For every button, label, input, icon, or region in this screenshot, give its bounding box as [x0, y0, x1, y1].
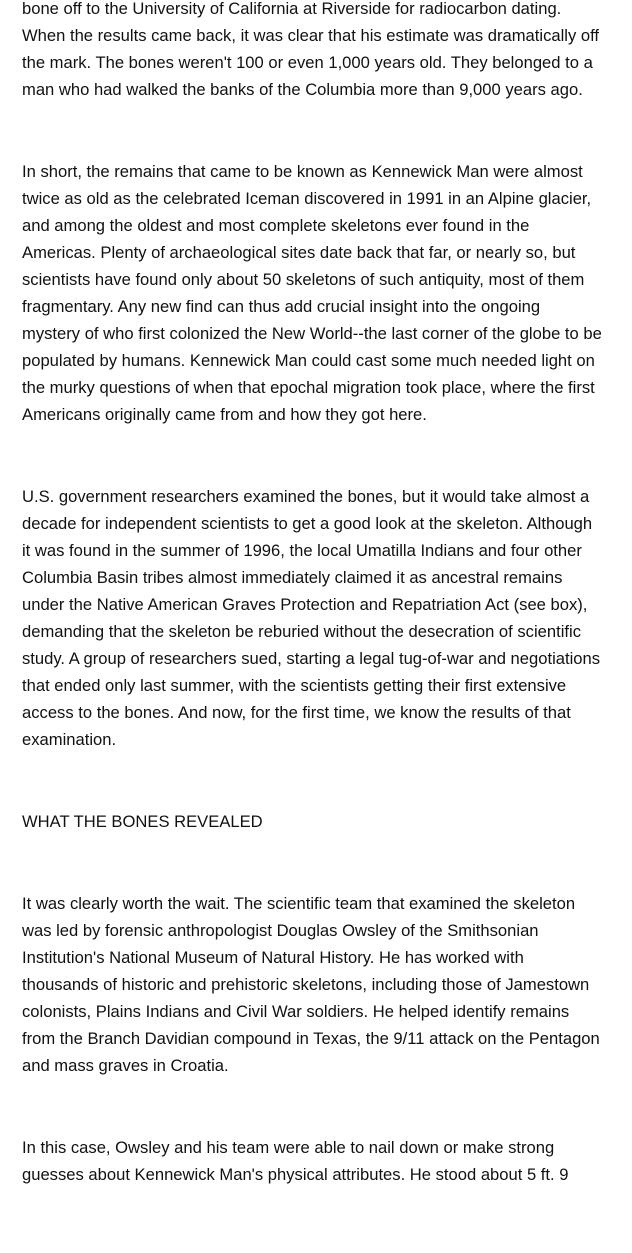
- article-paragraph: bone off to the University of California at Riverside for radiocarbon dating. When the results came back, it was clear that his estimate was dramatically off the mark. The bones weren't 100 or even 1,000 years old. They belonged to a man who had walked the banks of the Columbia more than 9,000 years ago.: [22, 0, 600, 99]
- section-heading: WHAT THE BONES REVEALED: [22, 812, 263, 831]
- article-paragraph-truncated: In this case, Owsley and his team were able to nail down or make strong guesses about Kennewick Man's physical attributes. He stood about 5 ft. 9: [22, 1138, 569, 1184]
- article-paragraph: U.S. government researchers examined the bones, but it would take almost a decade for independent scientists to get a good look at the skeleton. Although it was found in the summer of 1996, the local Umatilla Indians and four other Columbia Basin tribes almost immediately claimed it as ancestral remains under the Native American Graves Protection and Repatriation Act (see box), demanding that the skeleton be reburied without the desecration of scientific study. A group of researchers sued, starting a legal tug-of-war and negotiations that ended only last summer, with the scientists getting their first extensive access to the bones. And now, for the first time, we know the results of that examination.: [22, 487, 601, 749]
- article-body: [22, 0, 602, 1243]
- article-paragraph: It was clearly worth the wait. The scientific team that examined the skeleton was led by forensic anthropologist Douglas Owsley of the Smithsonian Institution's National Museum of Natural History. He has worked with thousands of historic and prehistoric skeletons, including those of Jamestown colonists, Plains Indians and Civil War soldiers. He helped identify remains from the Branch Davidian compound in Texas, the 9/11 attack on the Pentagon and mass graves in Croatia.: [22, 894, 600, 1075]
- article-paragraph: In short, the remains that came to be known as Kennewick Man were almost twice as old as the celebrated Iceman discovered in 1991 in an Alpine glacier, and among the oldest and most complete skeletons ever found in the Americas. Plenty of archaeological sites date back that far, or nearly so, but scientists have found only about 50 skeletons of such antiquity, most of them fragmentary. Any new find can thus add crucial insight into the ongoing mystery of who first colonized the New World--the last corner of the globe to be populated by humans. Kennewick Man could cast some much needed light on the murky questions of when that epochal migration took place, where the first Americans originally came from and how they got here.: [22, 162, 602, 424]
